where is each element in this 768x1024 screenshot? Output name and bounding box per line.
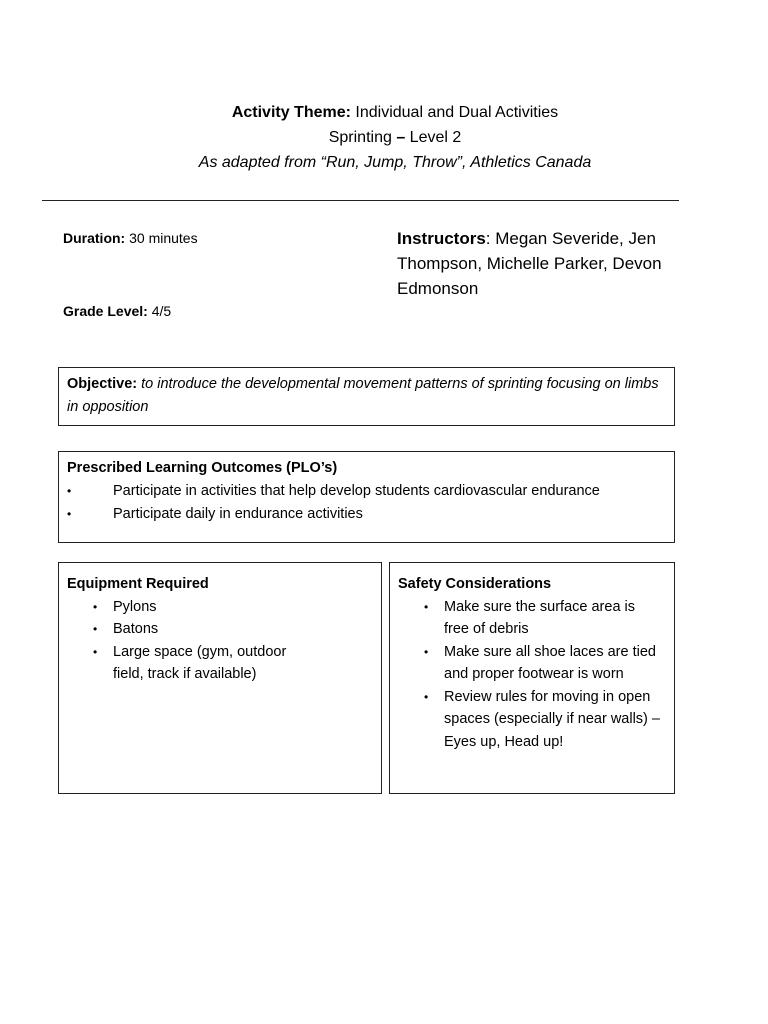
- adapted-from: As adapted from “Run, Jump, Throw”, Athletics Canada: [198, 154, 592, 171]
- safety-box: [389, 562, 675, 794]
- bullet-icon: •: [93, 622, 98, 636]
- bullet-icon: •: [424, 689, 429, 704]
- equipment-box: [58, 562, 382, 794]
- subtitle-dash: –: [396, 129, 406, 146]
- subtitle-sprinting: Sprinting: [328, 129, 397, 146]
- bullet-icon: •: [67, 483, 72, 498]
- activity-theme-label: Activity Theme:: [231, 104, 351, 121]
- instructors-label: Instructors: [397, 229, 486, 248]
- equipment-item-text: Pylons: [113, 598, 157, 615]
- bullet-icon: •: [93, 644, 98, 659]
- bullet-icon: •: [93, 599, 98, 614]
- objective-label: Objective:: [67, 376, 138, 392]
- bullet-icon: •: [424, 644, 429, 659]
- equipment-item: [67, 641, 317, 686]
- equipment-item-text: Batons: [113, 621, 159, 637]
- header-divider: [42, 200, 679, 201]
- plo-title: Prescribed Learning Outcomes (PLO’s): [67, 460, 338, 476]
- safety-item: [398, 641, 662, 686]
- duration-line: [63, 230, 198, 246]
- plo-item: [67, 480, 666, 503]
- plo-item-text: Participate daily in endurance activities: [113, 505, 363, 522]
- equipment-list: [67, 596, 317, 686]
- subtitle-level: Level 2: [405, 129, 462, 146]
- bullet-icon: •: [424, 599, 429, 614]
- grade-level-line: [63, 303, 171, 319]
- bullet-icon: •: [67, 506, 72, 521]
- activity-theme-value: Individual and Dual Activities: [350, 104, 559, 121]
- equipment-item: [67, 618, 317, 641]
- duration-value: 30 minutes: [125, 230, 198, 246]
- equipment-item-text: Large space (gym, outdoor field, track if available): [113, 643, 287, 682]
- grade-level-label: Grade Level:: [63, 303, 148, 319]
- plo-box: [58, 451, 675, 543]
- grade-level-value: 4/5: [147, 303, 172, 319]
- safety-title: Safety Considerations: [398, 576, 552, 592]
- instructors-block: [397, 226, 697, 301]
- objective-box: [58, 367, 675, 426]
- instructors-value: : Megan Severide, Jen Thompson, Michelle Parker, Devon Edmonson: [397, 229, 662, 298]
- safety-item: [398, 596, 662, 641]
- activity-subtitle: [0, 129, 768, 147]
- equipment-item: [67, 596, 317, 619]
- plo-item-text: Participate in activities that help develop students cardiovascular endurance: [113, 482, 600, 499]
- safety-item-text: Review rules for moving in open spaces (especially if near walls) – Eyes up, Head up!: [444, 688, 660, 750]
- safety-item: [398, 686, 662, 754]
- objective-text: to introduce the developmental movement patterns of sprinting focusing on limbs in opposition: [67, 376, 659, 415]
- equipment-title: Equipment Required: [67, 576, 209, 592]
- duration-label: Duration:: [63, 230, 126, 246]
- plo-item: [67, 503, 666, 526]
- safety-item-text: Make sure the surface area is free of debris: [444, 598, 636, 637]
- safety-item-text: Make sure all shoe laces are tied and proper footwear is worn: [444, 643, 656, 682]
- activity-theme-line: [0, 104, 768, 122]
- safety-list: [398, 596, 662, 754]
